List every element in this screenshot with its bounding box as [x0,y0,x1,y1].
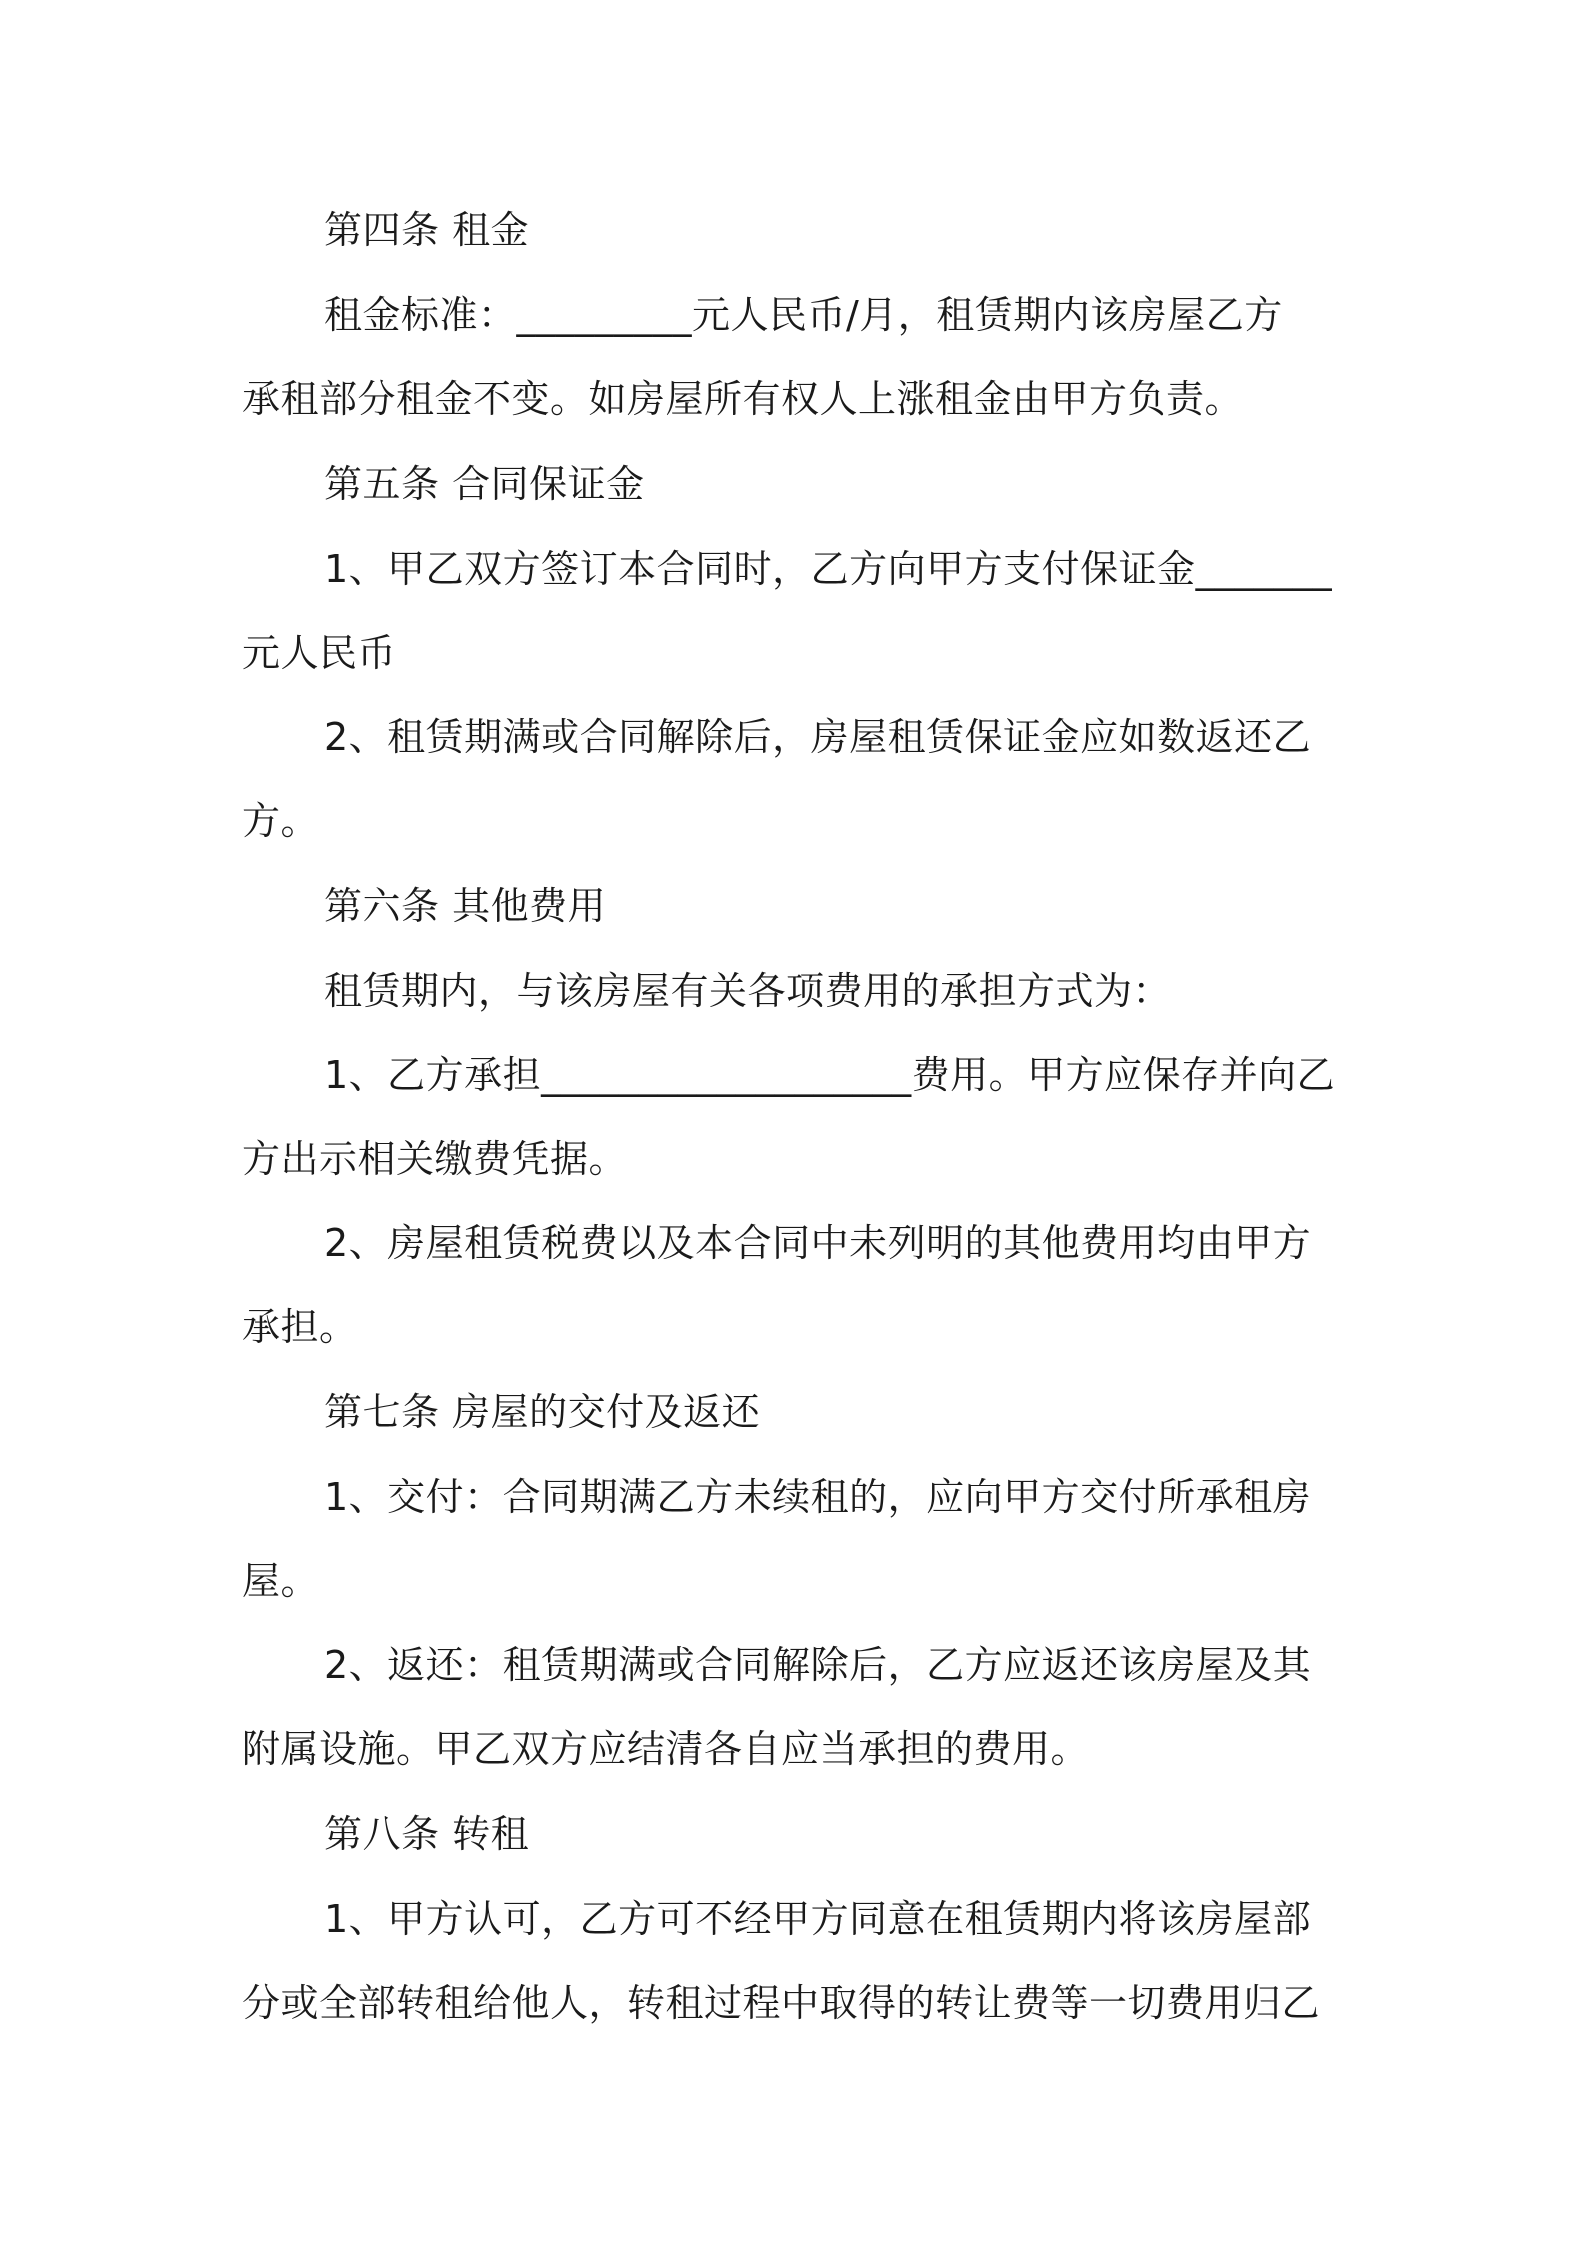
article-4-rent-line-1: 租金标准：_________元人民币/月，租赁期内该房屋乙方 [324,293,1283,337]
article-6-heading: 第六条 其他费用 [324,884,607,928]
article-5-item-2-line-2: 方。 [242,799,320,843]
article-4-rent-line-2: 承租部分租金不变。如房屋所有权人上涨租金由甲方负责。 [242,377,1244,421]
article-6-item-2-line-1: 2、房屋租赁税费以及本合同中未列明的其他费用均由甲方 [324,1221,1312,1265]
article-5-item-2-line-1: 2、租赁期满或合同解除后，房屋租赁保证金应如数返还乙 [324,715,1312,759]
article-7-item-1-line-1: 1、交付：合同期满乙方未续租的，应向甲方交付所承租房 [324,1475,1312,1519]
article-5-item-1-line-2: 元人民币 [242,631,397,675]
article-7-item-1-line-2: 屋。 [242,1559,320,1603]
article-7-item-2-line-2: 附属设施。甲乙双方应结清各自应当承担的费用。 [242,1727,1090,1771]
article-6-item-1-line-2: 方出示相关缴费凭据。 [242,1137,628,1181]
article-5-heading: 第五条 合同保证金 [324,462,645,506]
article-6-intro: 租赁期内，与该房屋有关各项费用的承担方式为： [324,969,1172,1013]
article-7-item-2-line-1: 2、返还：租赁期满或合同解除后，乙方应返还该房屋及其 [324,1643,1312,1687]
article-5-item-1-line-1: 1、甲乙双方签订本合同时，乙方向甲方支付保证金_______ [324,547,1333,591]
article-8-heading: 第八条 转租 [324,1812,530,1856]
article-7-heading: 第七条 房屋的交付及返还 [324,1390,761,1434]
article-6-item-2-line-2: 承担。 [242,1305,358,1349]
article-4-heading: 第四条 租金 [324,208,530,252]
article-8-item-1-line-2: 分或全部转租给他人，转租过程中取得的转让费等一切费用归乙 [242,1981,1321,2025]
article-6-item-1-line-1: 1、乙方承担___________________费用。甲方应保存并向乙 [324,1053,1336,1097]
article-8-item-1-line-1: 1、甲方认可，乙方可不经甲方同意在租赁期内将该房屋部 [324,1897,1312,1941]
